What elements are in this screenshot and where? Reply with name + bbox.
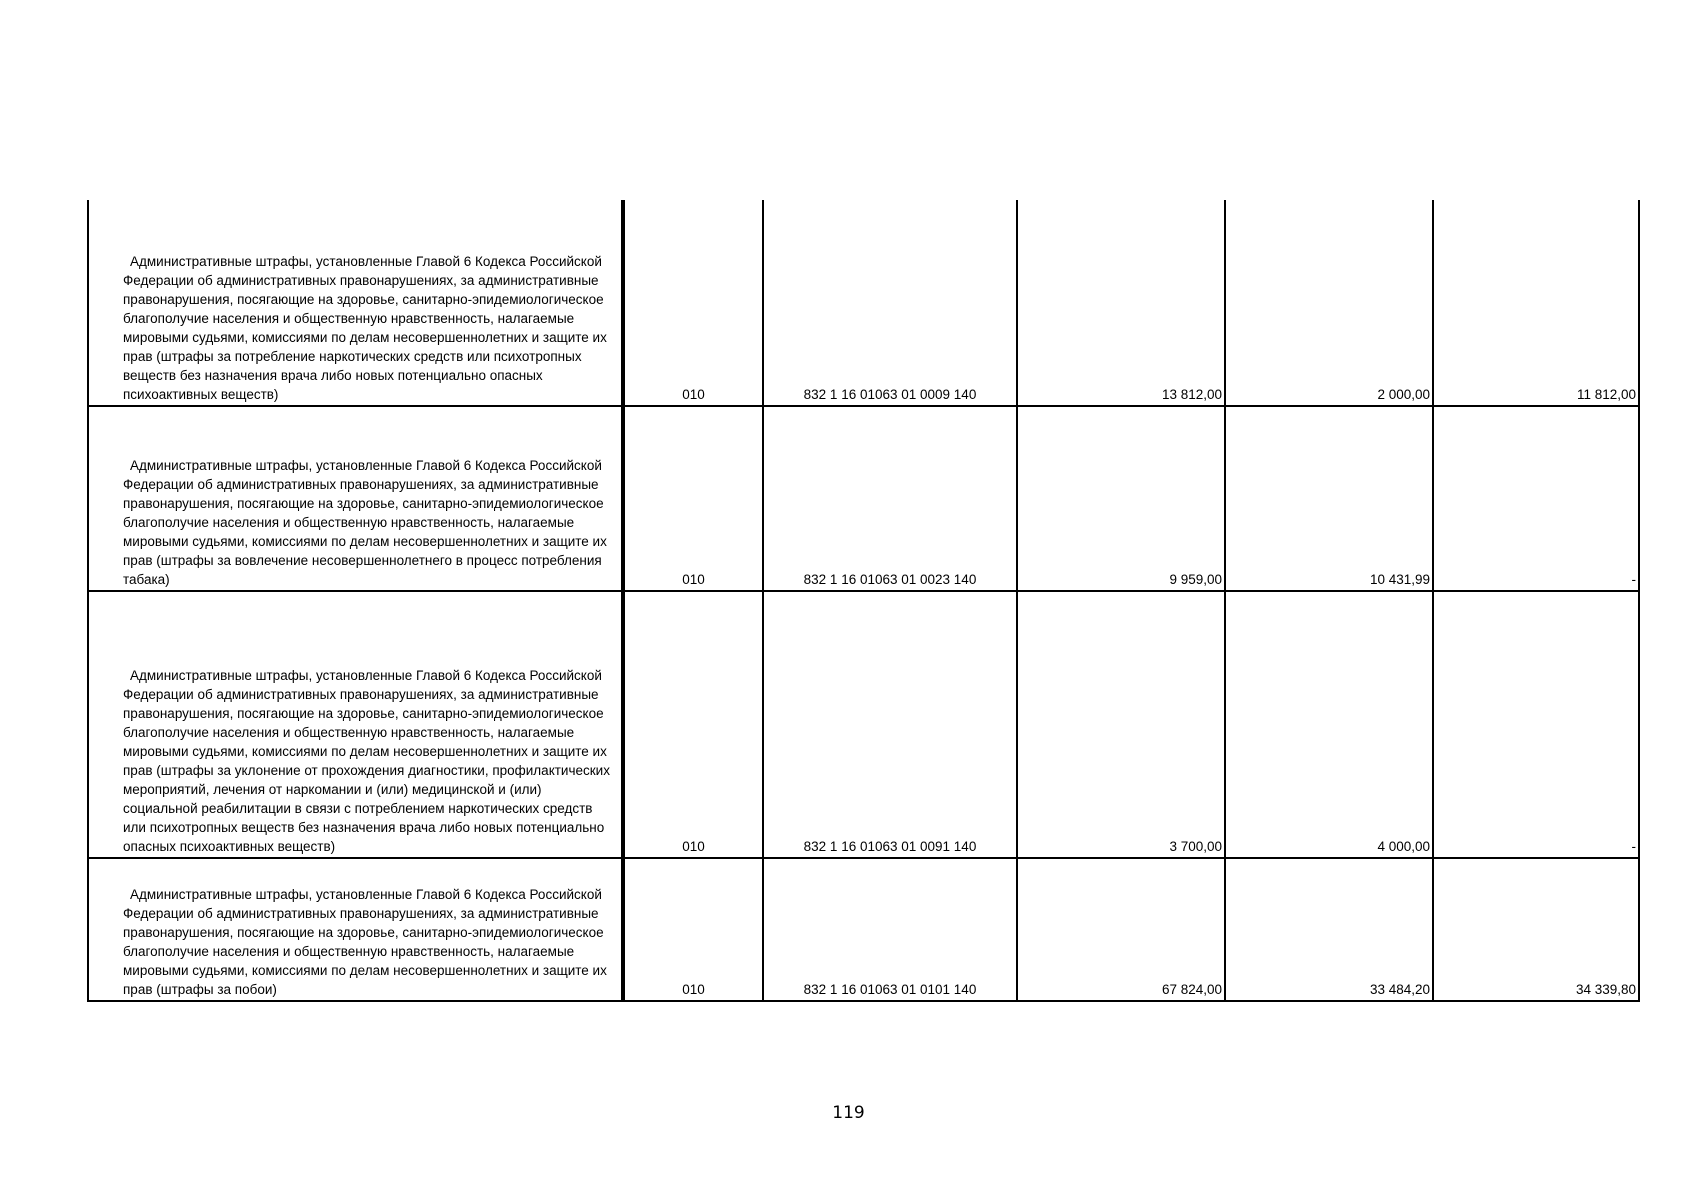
row-executed-amount: 2 000,00 (1225, 200, 1433, 406)
row-budget-code: 832 1 16 01063 01 0091 140 (763, 591, 1017, 858)
row-budget-code: 832 1 16 01063 01 0009 140 (763, 200, 1017, 406)
row-approved-amount: 3 700,00 (1017, 591, 1225, 858)
row-unexecuted-amount: - (1433, 591, 1639, 858)
row-unexecuted-amount: 11 812,00 (1433, 200, 1639, 406)
row-description: Административные штрафы, установленные Главой 6 Кодекса Российской Федерации об административных правонарушениях, за административные правонарушения, посягающие на здоровье, санитарно-эпидемиологическое благополучие населения и общественную нравственность, налагаемые мировыми судьями, комиссиями по делам несовершеннолетних и защите их прав (штрафы за вовлечение несовершеннолетнего в процесс потребления табака) (88, 406, 623, 591)
row-approved-amount: 13 812,00 (1017, 200, 1225, 406)
row-description: Административные штрафы, установленные Главой 6 Кодекса Российской Федерации об административных правонарушениях, за административные правонарушения, посягающие на здоровье, санитарно-эпидемиологическое благополучие населения и общественную нравственность, налагаемые мировыми судьями, комиссиями по делам несовершеннолетних и защите их прав (штрафы за уклонение от прохождения диагностики, профилактических мероприятий, лечения от наркомании и (или) медицинской и (или) социальной реабилитации в связи с потреблением наркотических средств или психотропных веществ без назначения врача либо новых потенциально опасных психоактивных веществ) (88, 591, 623, 858)
row-description: Административные штрафы, установленные Главой 6 Кодекса Российской Федерации об административных правонарушениях, за административные правонарушения, посягающие на здоровье, санитарно-эпидемиологическое благополучие населения и общественную нравственность, налагаемые мировыми судьями, комиссиями по делам несовершеннолетних и защите их прав (штрафы за побои) (88, 858, 623, 1001)
table-row (88, 591, 1639, 858)
table-row (88, 200, 1639, 406)
row-approved-amount: 9 959,00 (1017, 406, 1225, 591)
row-executed-amount: 4 000,00 (1225, 591, 1433, 858)
row-budget-code: 832 1 16 01063 01 0023 140 (763, 406, 1017, 591)
revenue-table (87, 200, 1640, 1002)
row-line-code: 010 (623, 200, 763, 406)
row-line-code: 010 (623, 406, 763, 591)
row-executed-amount: 33 484,20 (1225, 858, 1433, 1001)
row-description: Административные штрафы, установленные Главой 6 Кодекса Российской Федерации об административных правонарушениях, за административные правонарушения, посягающие на здоровье, санитарно-эпидемиологическое благополучие населения и общественную нравственность, налагаемые мировыми судьями, комиссиями по делам несовершеннолетних и защите их прав (штрафы за потребление наркотических средств или психотропных веществ без назначения врача либо новых потенциально опасных психоактивных веществ) (88, 200, 623, 406)
row-approved-amount: 67 824,00 (1017, 858, 1225, 1001)
table-row (88, 858, 1639, 1001)
row-budget-code: 832 1 16 01063 01 0101 140 (763, 858, 1017, 1001)
row-line-code: 010 (623, 591, 763, 858)
row-unexecuted-amount: 34 339,80 (1433, 858, 1639, 1001)
row-line-code: 010 (623, 858, 763, 1001)
table-row (88, 406, 1639, 591)
row-unexecuted-amount: - (1433, 406, 1639, 591)
page-number: 119 (832, 1103, 865, 1123)
row-executed-amount: 10 431,99 (1225, 406, 1433, 591)
